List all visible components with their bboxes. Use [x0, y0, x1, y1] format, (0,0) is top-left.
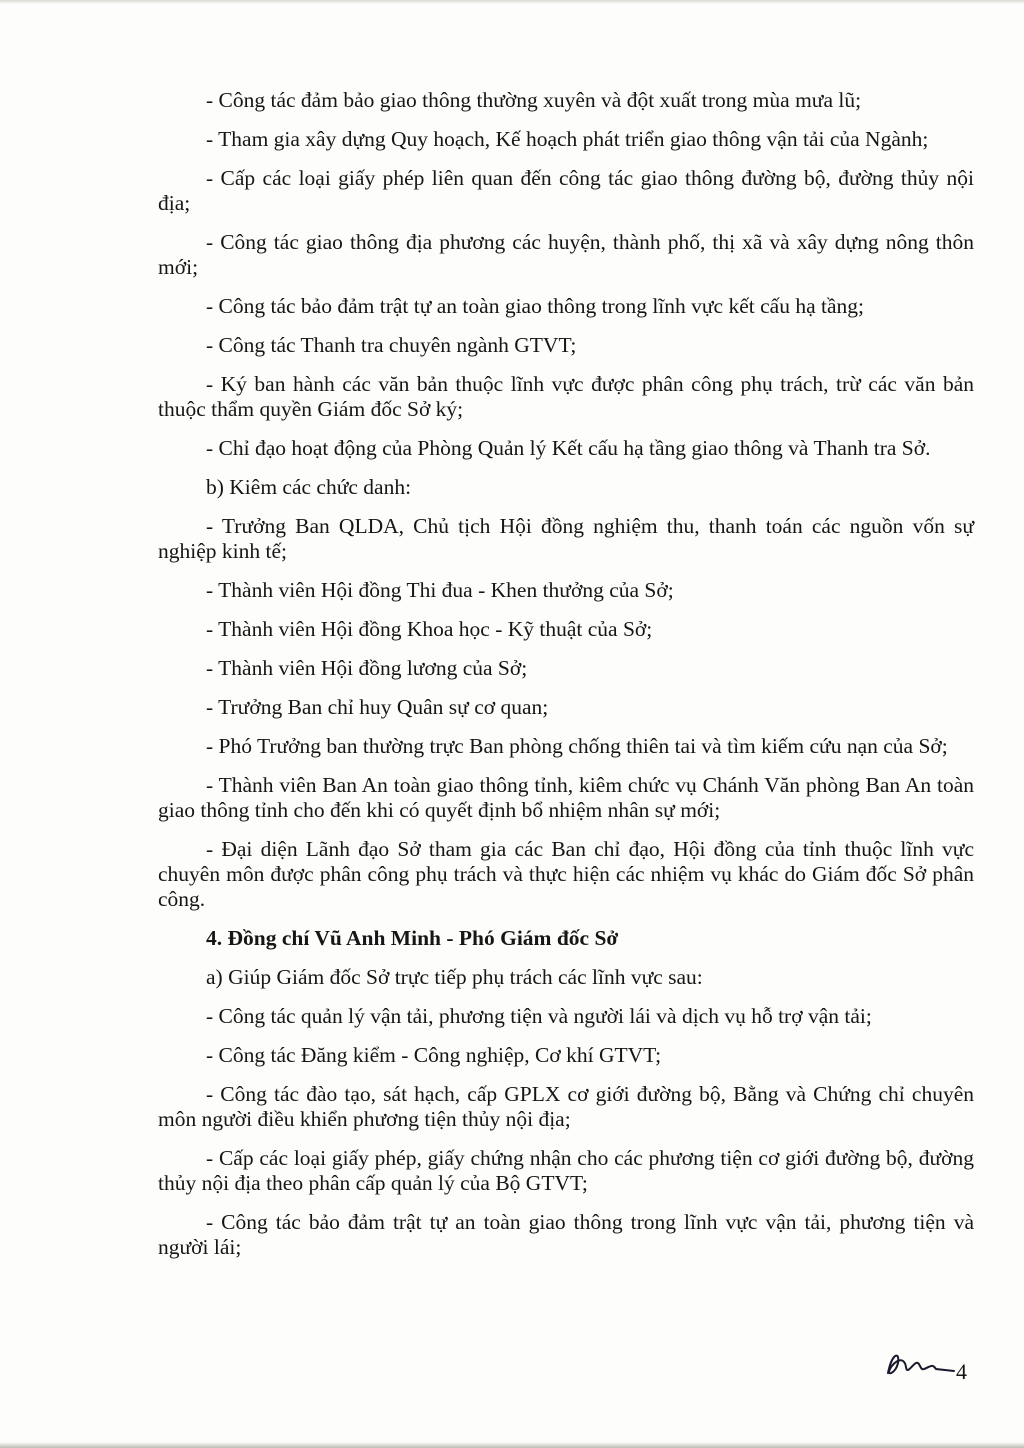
signature-mark: [878, 1345, 958, 1385]
paragraph: b) Kiêm các chức danh:: [206, 475, 412, 499]
paragraph: - Công tác bảo đảm trật tự an toàn giao thông trong lĩnh vực vận tải, phương tiện và người lái;: [158, 1210, 974, 1259]
paragraph: - Tham gia xây dựng Quy hoạch, Kế hoạch phát triển giao thông vận tải của Ngành;: [206, 127, 929, 151]
paragraph: - Công tác Đăng kiểm - Công nghiệp, Cơ khí GTVT;: [206, 1043, 662, 1067]
paragraph: - Cấp các loại giấy phép liên quan đến công tác giao thông đường bộ, đường thủy nội địa;: [158, 166, 974, 215]
paragraph: - Thành viên Ban An toàn giao thông tỉnh, kiêm chức vụ Chánh Văn phòng Ban An toàn giao thông tỉnh cho đến khi có quyết định bổ nhiệm nhân sự mới;: [158, 773, 974, 822]
paragraph: - Công tác đào tạo, sát hạch, cấp GPLX cơ giới đường bộ, Bằng và Chứng chỉ chuyên môn người điều khiển phương tiện thủy nội địa;: [158, 1082, 974, 1131]
paragraph: - Thành viên Hội đồng Khoa học - Kỹ thuật của Sở;: [206, 617, 653, 641]
paragraph: - Phó Trưởng ban thường trực Ban phòng chống thiên tai và tìm kiếm cứu nạn của Sở;: [206, 734, 948, 758]
document-body: [158, 88, 974, 1274]
paragraph: - Công tác đảm bảo giao thông thường xuyên và đột xuất trong mùa mưa lũ;: [206, 88, 862, 112]
paragraph: a) Giúp Giám đốc Sở trực tiếp phụ trách các lĩnh vực sau:: [206, 965, 703, 989]
paragraph: - Ký ban hành các văn bản thuộc lĩnh vực được phân công phụ trách, trừ các văn bản thuộc thẩm quyền Giám đốc Sở ký;: [158, 372, 974, 421]
paragraph: - Công tác bảo đảm trật tự an toàn giao thông trong lĩnh vực kết cấu hạ tầng;: [206, 294, 864, 318]
paragraph: - Thành viên Hội đồng lương của Sở;: [206, 656, 528, 680]
paragraph: - Trưởng Ban chỉ huy Quân sự cơ quan;: [206, 695, 549, 719]
page-number: 4: [956, 1359, 967, 1384]
paragraph: - Công tác giao thông địa phương các huyện, thành phố, thị xã và xây dựng nông thôn mới;: [158, 230, 974, 279]
scan-edge-top: [0, 0, 1024, 4]
paragraph: - Công tác Thanh tra chuyên ngành GTVT;: [206, 333, 577, 357]
section-heading: 4. Đồng chí Vũ Anh Minh - Phó Giám đốc Sở: [206, 926, 619, 950]
paragraph: - Trưởng Ban QLDA, Chủ tịch Hội đồng nghiệm thu, thanh toán các nguồn vốn sự nghiệp kinh tế;: [158, 514, 974, 563]
paragraph: - Đại diện Lãnh đạo Sở tham gia các Ban chỉ đạo, Hội đồng của tỉnh thuộc lĩnh vực chuyên môn được phân công phụ trách và thực hiện các nhiệm vụ khác do Giám đốc Sở phân công.: [158, 837, 974, 911]
paragraph: - Cấp các loại giấy phép, giấy chứng nhận cho các phương tiện cơ giới đường bộ, đường thủy nội địa theo phân cấp quản lý của Bộ GTVT;: [158, 1146, 974, 1195]
paragraph: - Công tác quản lý vận tải, phương tiện và người lái và dịch vụ hỗ trợ vận tải;: [206, 1004, 872, 1028]
paragraph: - Thành viên Hội đồng Thi đua - Khen thưởng của Sở;: [206, 578, 674, 602]
paragraph: - Chỉ đạo hoạt động của Phòng Quản lý Kết cấu hạ tầng giao thông và Thanh tra Sở.: [206, 436, 931, 460]
scan-edge-bottom: [0, 1442, 1024, 1448]
